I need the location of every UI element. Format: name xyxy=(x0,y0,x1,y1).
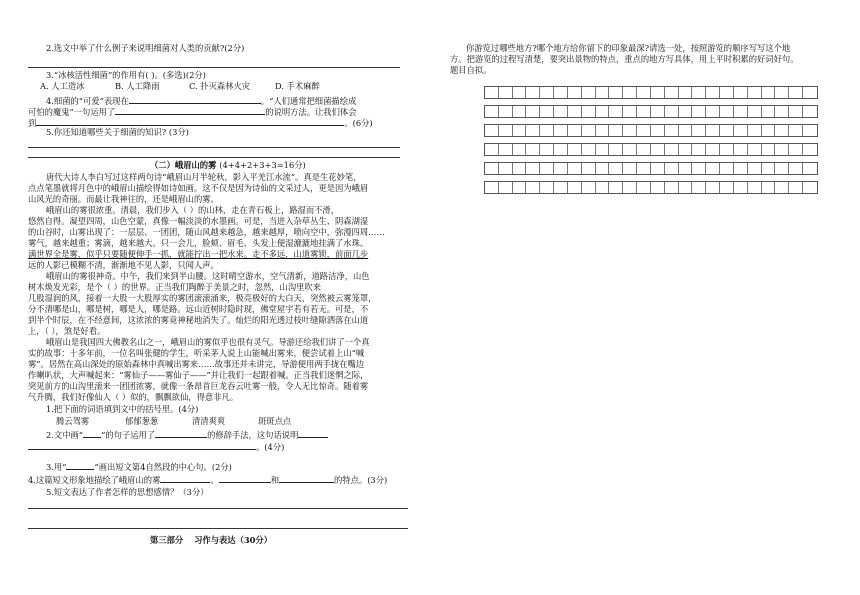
blank[interactable] xyxy=(36,116,344,126)
grid-cell[interactable] xyxy=(540,144,554,155)
grid-cell[interactable] xyxy=(665,87,679,98)
grid-cell[interactable] xyxy=(734,144,748,155)
grid-cell[interactable] xyxy=(554,106,568,117)
grid-cell[interactable] xyxy=(623,106,637,117)
grid-cell[interactable] xyxy=(582,87,596,98)
grid-cell[interactable] xyxy=(692,163,706,174)
grid-cell[interactable] xyxy=(596,163,610,174)
grid-cell[interactable] xyxy=(720,125,734,136)
q-text: 的修辞手法，这句话说明 xyxy=(207,430,299,440)
grid-cell[interactable] xyxy=(596,144,610,155)
grid-cell[interactable] xyxy=(554,144,568,155)
grid-row[interactable] xyxy=(484,86,818,99)
grid-cell[interactable] xyxy=(748,144,762,155)
word-1: 腾云驾雾 xyxy=(56,416,90,426)
section-2-title xyxy=(150,160,306,171)
grid-cell[interactable] xyxy=(679,106,693,117)
grid-cell[interactable] xyxy=(789,125,803,136)
passage-line: 分不清哪是山，哪是树，哪是人，哪是路。远山近树时隐时现，佛堂屋宇若有若无。可是，不 xyxy=(28,304,369,314)
grid-cell[interactable] xyxy=(582,163,596,174)
grid-cell[interactable] xyxy=(568,163,582,174)
grid-cell[interactable] xyxy=(651,125,665,136)
blank[interactable] xyxy=(129,94,261,104)
grid-cell[interactable] xyxy=(803,87,817,98)
grid-cell[interactable] xyxy=(568,106,582,117)
grid-cell[interactable] xyxy=(762,106,776,117)
answer-line[interactable] xyxy=(28,157,400,158)
blank[interactable] xyxy=(279,473,334,483)
grid-cell[interactable] xyxy=(499,144,513,155)
passage-line: 的山谷时，山雾出现了：一层层、一团团，随山风越来越急，越来越厚，喷向空中，弥漫四周…… xyxy=(28,227,385,237)
passage-line: 气升腾，我们好像仙人（ ）似的，飘飘欲仙，得意非凡。 xyxy=(28,392,239,402)
grid-cell[interactable] xyxy=(665,144,679,155)
grid-cell[interactable] xyxy=(623,144,637,155)
grid-cell[interactable] xyxy=(775,106,789,117)
question-b4 xyxy=(28,473,387,486)
passage-line: 山风光的奇丽。而最让我神往的，还是峨眉山的雾。 xyxy=(28,194,219,204)
grid-cell[interactable] xyxy=(596,125,610,136)
grid-cell[interactable] xyxy=(679,163,693,174)
part-3-subtitle: 习作与表达（30分） xyxy=(194,535,273,545)
grid-cell[interactable] xyxy=(789,144,803,155)
passage-line: 到半个时辰，在不经意间，这浓浓的雾竟神秘地消失了。灿烂的阳光透过枝叶缝隙洒落在山道 xyxy=(28,315,369,325)
grid-row[interactable] xyxy=(484,143,818,156)
grid-cell[interactable] xyxy=(775,125,789,136)
blank[interactable] xyxy=(219,473,271,483)
question-b3 xyxy=(46,460,232,473)
grid-cell[interactable] xyxy=(623,125,637,136)
grid-row[interactable] xyxy=(484,124,818,137)
grid-cell[interactable] xyxy=(637,144,651,155)
grid-cell[interactable] xyxy=(485,125,499,136)
passage-line: 作喇叭状，大声喊起来：“雾仙子——雾仙子——”并让我们一起跟着喊。正当我们迷惘之际， xyxy=(28,370,369,380)
q4-text: 。“人们通常把细菌描绘成 xyxy=(260,96,357,106)
grid-cell[interactable] xyxy=(665,182,679,193)
grid-cell[interactable] xyxy=(513,125,527,136)
q-text: 4.这篇短文形象地描绘了峨眉山的雾 xyxy=(28,475,161,485)
grid-cell[interactable] xyxy=(526,106,540,117)
grid-cell[interactable] xyxy=(748,182,762,193)
grid-cell[interactable] xyxy=(609,144,623,155)
grid-cell[interactable] xyxy=(485,144,499,155)
grid-cell[interactable] xyxy=(526,125,540,136)
grid-cell[interactable] xyxy=(706,182,720,193)
grid-cell[interactable] xyxy=(706,87,720,98)
grid-cell[interactable] xyxy=(775,182,789,193)
grid-cell[interactable] xyxy=(665,106,679,117)
grid-cell[interactable] xyxy=(582,106,596,117)
grid-cell[interactable] xyxy=(734,106,748,117)
grid-cell[interactable] xyxy=(762,125,776,136)
part-3-title: 第三部分 xyxy=(150,535,184,545)
grid-cell[interactable] xyxy=(692,182,706,193)
word-2: 郁郁葱葱 xyxy=(125,416,159,426)
grid-cell[interactable] xyxy=(540,125,554,136)
grid-cell[interactable] xyxy=(665,125,679,136)
grid-cell[interactable] xyxy=(568,125,582,136)
grid-cell[interactable] xyxy=(789,182,803,193)
passage-line-underlined: 满世界全是雾，似乎只要随便伸手一抓，就能拧出一把水来。走不多远，山道雾锁，前面几步 xyxy=(28,249,369,259)
grid-cell[interactable] xyxy=(734,182,748,193)
grid-cell[interactable] xyxy=(540,87,554,98)
section-score: (4+4+2+3+3=16分) xyxy=(219,160,306,170)
grid-cell[interactable] xyxy=(748,87,762,98)
q-text: 3.用“ xyxy=(46,462,67,472)
passage-line: 远的人影已模糊不清，渐渐地不见人影，只闻人声。 xyxy=(28,260,219,270)
grid-cell[interactable] xyxy=(775,163,789,174)
grid-cell[interactable] xyxy=(554,163,568,174)
question-2: 2.选文中举了什么例子来说明细菌对人类的贡献?(2分) xyxy=(46,43,245,53)
option-c: C. 扑灭森林火灾 xyxy=(189,81,251,91)
q-text: ”画出短文第4自然段的中心句。(2分) xyxy=(94,462,232,472)
grid-cell[interactable] xyxy=(485,106,499,117)
blank[interactable] xyxy=(115,105,265,115)
grid-cell[interactable] xyxy=(637,163,651,174)
grid-cell[interactable] xyxy=(637,182,651,193)
grid-cell[interactable] xyxy=(720,106,734,117)
grid-cell[interactable] xyxy=(762,144,776,155)
grid-cell[interactable] xyxy=(651,106,665,117)
essay-prompt-line: 题目自拟。 xyxy=(450,65,492,75)
grid-cell[interactable] xyxy=(554,87,568,98)
grid-cell[interactable] xyxy=(762,87,776,98)
q-text: 。(4分) xyxy=(256,442,285,452)
grid-cell[interactable] xyxy=(720,163,734,174)
grid-cell[interactable] xyxy=(513,163,527,174)
passage-line: 雾气，越来越重；雾滴，越来越大。只一会儿，脸颊、眉毛、头发上便湿漉漉地挂满了水珠。 xyxy=(28,238,369,248)
grid-cell[interactable] xyxy=(609,87,623,98)
part-3-heading xyxy=(150,535,272,546)
grid-cell[interactable] xyxy=(748,106,762,117)
q-text: 2.文中画“ xyxy=(46,430,84,440)
grid-cell[interactable] xyxy=(803,106,817,117)
passage-line: 峨眉山的雾很浓重。清晨，我们步入（ ）的山林，走在青石板上，路湿而不滑， xyxy=(46,205,340,215)
grid-row[interactable] xyxy=(484,162,818,175)
q-text: ”的句子运用了 xyxy=(101,430,156,440)
option-b: B. 人工降雨 xyxy=(115,81,160,91)
grid-cell[interactable] xyxy=(789,87,803,98)
q4-text: 4.细菌的“可爱”表现在 xyxy=(46,96,129,106)
grid-cell[interactable] xyxy=(499,87,513,98)
grid-cell[interactable] xyxy=(596,106,610,117)
passage-line: 峨眉山的雾很神奇。中午，我们来到半山腰。这时晴空游水，空气清新，道路洁净，山色 xyxy=(46,271,370,281)
grid-cell[interactable] xyxy=(609,106,623,117)
q-text: 和 xyxy=(270,475,279,485)
grid-cell[interactable] xyxy=(679,125,693,136)
grid-cell[interactable] xyxy=(734,125,748,136)
answer-line[interactable] xyxy=(28,528,408,529)
grid-cell[interactable] xyxy=(762,182,776,193)
grid-cell[interactable] xyxy=(775,87,789,98)
question-5: 5.你还知道哪些关于细菌的知识? (3分) xyxy=(46,127,189,137)
grid-cell[interactable] xyxy=(582,144,596,155)
passage-line: 雾”。居然在高山深处的原始森林中真喊出雾来……故事还并未讲完，导游便用两手拢在嘴边 xyxy=(28,359,365,369)
grid-cell[interactable] xyxy=(596,182,610,193)
grid-cell[interactable] xyxy=(485,163,499,174)
grid-cell[interactable] xyxy=(609,125,623,136)
passage-line: 点点笔墨就将月色中的峨眉山描绘得如诗如画。这不仅是因为诗仙的文采过人，更是因为峨眉 xyxy=(28,183,369,193)
grid-cell[interactable] xyxy=(734,87,748,98)
grid-cell[interactable] xyxy=(596,87,610,98)
grid-cell[interactable] xyxy=(789,163,803,174)
question-b1: 1.把下面的词语填到文中的括号里。(4分) xyxy=(46,404,199,414)
grid-cell[interactable] xyxy=(499,182,513,193)
passage-line: 悠然自得。凝望四周，山色空蒙，真像一幅淡淡的水墨画。可是，当进入杂草丛生、阴森湖湿 xyxy=(28,216,369,226)
grid-cell[interactable] xyxy=(803,182,817,193)
q4-text: 到 xyxy=(28,118,37,128)
q-text: 的特点。(3分) xyxy=(334,475,388,485)
q4-text: 。(6分) xyxy=(344,118,373,128)
grid-cell[interactable] xyxy=(775,144,789,155)
grid-cell[interactable] xyxy=(526,144,540,155)
grid-cell[interactable] xyxy=(540,163,554,174)
grid-cell[interactable] xyxy=(748,125,762,136)
grid-cell[interactable] xyxy=(637,106,651,117)
grid-cell[interactable] xyxy=(513,106,527,117)
grid-cell[interactable] xyxy=(692,125,706,136)
option-a: A. 人工造冰 xyxy=(40,81,85,91)
grid-cell[interactable] xyxy=(789,106,803,117)
passage-line: 唐代大诗人李白写过这样两句诗“峨眉山月半轮秋，影入平羌江水流”。真是生花妙笔， xyxy=(46,172,362,182)
section-title: （二）峨眉山的雾 xyxy=(150,160,217,170)
grid-cell[interactable] xyxy=(803,144,817,155)
grid-cell[interactable] xyxy=(554,125,568,136)
grid-cell[interactable] xyxy=(651,87,665,98)
grid-cell[interactable] xyxy=(692,87,706,98)
grid-cell[interactable] xyxy=(748,163,762,174)
blank[interactable] xyxy=(66,460,94,470)
grid-cell[interactable] xyxy=(554,182,568,193)
question-b2-line-2 xyxy=(28,440,284,453)
grid-cell[interactable] xyxy=(540,106,554,117)
grid-cell[interactable] xyxy=(706,106,720,117)
grid-cell[interactable] xyxy=(637,125,651,136)
grid-cell[interactable] xyxy=(706,125,720,136)
grid-cell[interactable] xyxy=(665,163,679,174)
passage-line: 峨眉山是我国四大佛教名山之一，峨眉山的雾似乎也很有灵气。导游还给我们讲了一个真 xyxy=(46,337,370,347)
grid-cell[interactable] xyxy=(720,144,734,155)
grid-cell[interactable] xyxy=(706,163,720,174)
word-3: 清清爽爽 xyxy=(192,416,226,426)
q4-text: 可怕的魔鬼”一句运用了 xyxy=(28,107,116,117)
grid-cell[interactable] xyxy=(803,125,817,136)
grid-cell[interactable] xyxy=(609,182,623,193)
grid-cell[interactable] xyxy=(485,87,499,98)
question-b5: 5.短文表达了作者怎样的思想感情？（3分） xyxy=(46,487,209,497)
grid-cell[interactable] xyxy=(734,163,748,174)
grid-cell[interactable] xyxy=(526,163,540,174)
blank[interactable] xyxy=(83,428,101,438)
grid-cell[interactable] xyxy=(803,163,817,174)
passage-line: 实的故事：十多年前，一位名叫张健的学生，听采茅人说上山能喊出雾来，便尝试着上山“喊 xyxy=(28,348,365,358)
grid-cell[interactable] xyxy=(679,144,693,155)
grid-cell[interactable] xyxy=(513,182,527,193)
passage-line: 突见前方的山沟里滚来一团团浓雾，就像一条昂首巨龙吞云吐雾一般，令人无比惊奇。随着雾 xyxy=(28,381,369,391)
grid-cell[interactable] xyxy=(609,163,623,174)
grid-cell[interactable] xyxy=(720,182,734,193)
passage-line: 几股湿润的风，接着一大股一大股厚实的雾团滚滚涌来，极亮极好的大白天，突然被云雾笼罩， xyxy=(28,293,377,303)
passage-line: 上，（ ），煞是好看。 xyxy=(28,326,106,336)
grid-cell[interactable] xyxy=(499,163,513,174)
grid-row[interactable] xyxy=(484,181,818,194)
grid-cell[interactable] xyxy=(623,182,637,193)
grid-cell[interactable] xyxy=(513,144,527,155)
grid-cell[interactable] xyxy=(651,163,665,174)
grid-cell[interactable] xyxy=(499,125,513,136)
grid-cell[interactable] xyxy=(568,182,582,193)
grid-cell[interactable] xyxy=(526,182,540,193)
grid-cell[interactable] xyxy=(679,87,693,98)
essay-prompt-line: 你游览过哪些地方?哪个地方给你留下的印象最深?请选一处，按照游览的顺序写写这个地 xyxy=(466,43,791,53)
grid-cell[interactable] xyxy=(540,182,554,193)
grid-cell[interactable] xyxy=(485,182,499,193)
grid-cell[interactable] xyxy=(762,163,776,174)
grid-cell[interactable] xyxy=(499,106,513,117)
answer-line[interactable] xyxy=(28,67,400,68)
answer-line[interactable] xyxy=(28,147,400,148)
grid-cell[interactable] xyxy=(692,144,706,155)
grid-cell[interactable] xyxy=(651,182,665,193)
blank[interactable] xyxy=(28,440,256,450)
grid-cell[interactable] xyxy=(637,87,651,98)
grid-cell[interactable] xyxy=(651,144,665,155)
essay-prompt-line: 方。把游览的过程写清楚，要突出景物的特点，重点的地方写具体，用上平时积累的好词好句。 xyxy=(450,54,799,64)
passage-line: 树木焕发光彩，是个（ ）的世界。正当我们陶醉于美景之时，忽然，山沟里吹来 xyxy=(28,282,322,292)
grid-cell[interactable] xyxy=(513,87,527,98)
grid-cell[interactable] xyxy=(526,87,540,98)
question-3: 3.“冰核活性细菌”的作用有( )。(多选)(2分) xyxy=(46,70,206,80)
grid-cell[interactable] xyxy=(568,144,582,155)
blank[interactable] xyxy=(160,473,210,483)
word-4: 斑斑点点 xyxy=(258,416,292,426)
grid-cell[interactable] xyxy=(679,182,693,193)
grid-cell[interactable] xyxy=(568,87,582,98)
grid-cell[interactable] xyxy=(706,144,720,155)
grid-cell[interactable] xyxy=(582,182,596,193)
grid-cell[interactable] xyxy=(623,87,637,98)
q-text: 、 xyxy=(210,475,219,485)
grid-row[interactable] xyxy=(484,105,818,118)
grid-cell[interactable] xyxy=(582,125,596,136)
q4-text: 的说明方法。让我们体会 xyxy=(265,107,357,117)
grid-cell[interactable] xyxy=(720,87,734,98)
blank[interactable] xyxy=(155,428,207,438)
grid-cell[interactable] xyxy=(692,106,706,117)
grid-cell[interactable] xyxy=(623,163,637,174)
answer-line[interactable] xyxy=(28,508,408,509)
blank[interactable] xyxy=(298,428,328,438)
option-d: D. 手术麻醉 xyxy=(275,81,320,91)
